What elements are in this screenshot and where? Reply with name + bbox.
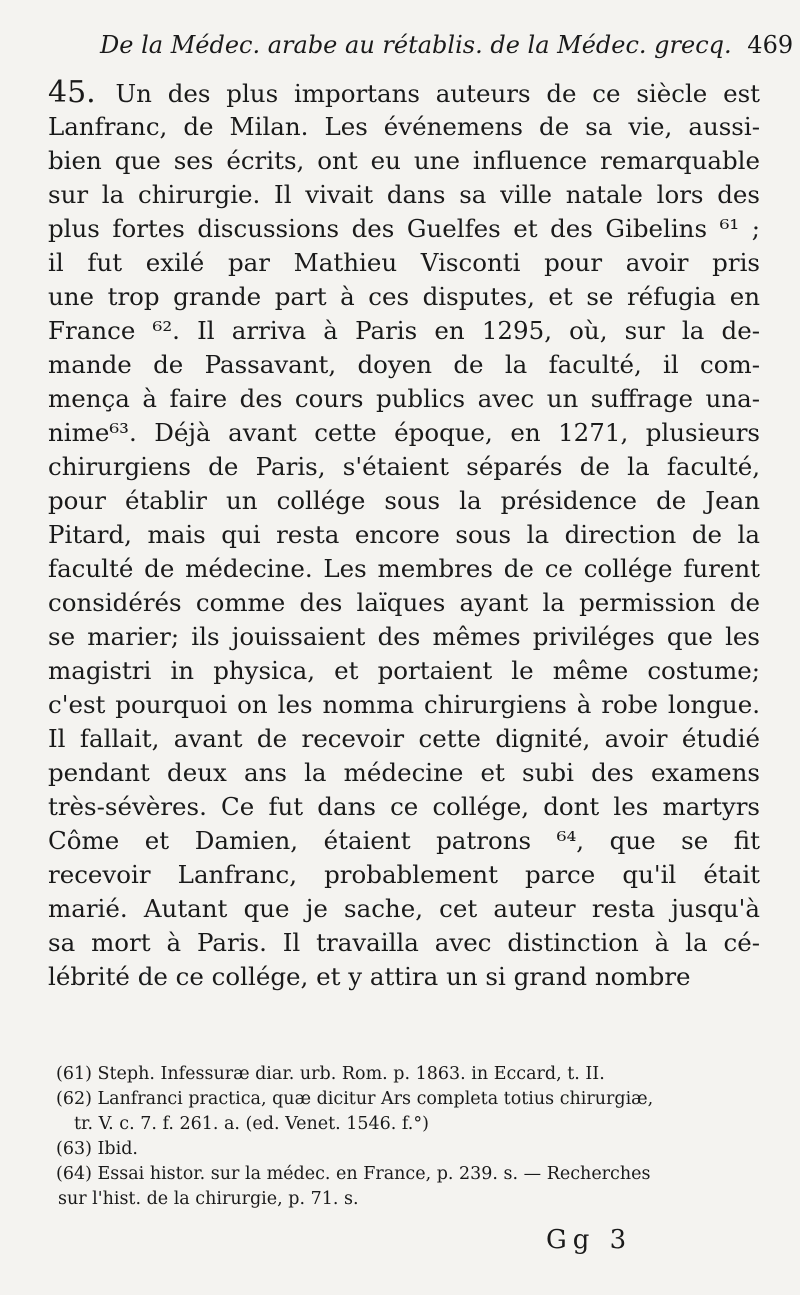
body-line: marié. Autant que je sache, cet auteur resta jusqu'à — [48, 894, 760, 923]
body-line: pendant deux ans la médecine et subi des examens — [48, 758, 760, 787]
body-line: lébrité de ce collége, et y attira un si grand nombre — [48, 962, 691, 991]
body-line: faculté de médecine. Les membres de ce collége furent — [48, 554, 760, 583]
body-line: recevoir Lanfranc, probablement parce qu'il était — [48, 860, 760, 889]
body-line-text: Un des plus importans auteurs de ce siècle est — [115, 79, 760, 108]
running-head — [100, 28, 794, 62]
body-line: mença à faire des cours publics avec un suffrage una- — [48, 384, 760, 413]
body-text — [48, 76, 760, 994]
body-line: très-sévères. Ce fut dans ce collége, dont les martyrs — [48, 792, 760, 821]
paragraph-number: 45. — [48, 76, 96, 110]
body-line: chirurgiens de Paris, s'étaient séparés de la faculté, — [48, 452, 760, 481]
body-line — [48, 76, 760, 110]
footnotes — [56, 1062, 766, 1212]
body-line: magistri in physica, et portaient le même costume; — [48, 656, 760, 685]
body-line: nime⁶³. Déjà avant cette époque, en 1271, plusieurs — [48, 418, 760, 447]
signature-mark: Gg 3 — [546, 1225, 633, 1255]
running-head-title: De la Médec. arabe au rétablis. de la Médec. grecq. — [100, 31, 732, 59]
body-line: c'est pourquoi on les nomma chirurgiens à robe longue. — [48, 690, 760, 719]
body-line: une trop grande part à ces disputes, et se réfugia en — [48, 282, 760, 311]
body-line: Pitard, mais qui resta encore sous la direction de la — [48, 520, 760, 549]
body-line: France ⁶². Il arriva à Paris en 1295, où, sur la de- — [48, 316, 760, 345]
body-line: sur la chirurgie. Il vivait dans sa ville natale lors des — [48, 180, 760, 209]
body-line: Lanfranc, de Milan. Les événemens de sa vie, aussi- — [48, 112, 760, 141]
body-line: Il fallait, avant de recevoir cette dignité, avoir étudié — [48, 724, 760, 753]
footnote: (63) Ibid. — [56, 1139, 138, 1159]
body-line: plus fortes discussions des Guelfes et des Gibelins ⁶¹ ; — [48, 214, 760, 243]
footnote: (62) Lanfranci practica, quæ dicitur Ars completa totius chirurgiæ, — [56, 1089, 654, 1109]
body-line: se marier; ils jouissaient des mêmes priviléges que les — [48, 622, 760, 651]
page-number: 469 — [747, 31, 794, 59]
body-line: considérés comme des laïques ayant la permission de — [48, 588, 760, 617]
body-line: sa mort à Paris. Il travailla avec distinction à la cé- — [48, 928, 760, 957]
body-line: il fut exilé par Mathieu Visconti pour avoir pris — [48, 248, 760, 277]
body-line: bien que ses écrits, ont eu une influence remarquable — [48, 146, 760, 175]
footnote: (64) Essai histor. sur la médec. en France, p. 239. s. — Recherches — [56, 1164, 651, 1184]
body-line: mande de Passavant, doyen de la faculté, il com- — [48, 350, 760, 379]
body-line: pour établir un collége sous la présidence de Jean — [48, 486, 760, 515]
footnote: (61) Steph. Infessuræ diar. urb. Rom. p. 1863. in Eccard, t. II. — [56, 1064, 605, 1084]
body-line: Côme et Damien, étaient patrons ⁶⁴, que se fit — [48, 826, 760, 855]
footnote: tr. V. c. 7. f. 261. a. (ed. Venet. 1546. f.°) — [74, 1114, 429, 1134]
footnote: sur l'hist. de la chirurgie, p. 71. s. — [58, 1189, 359, 1209]
